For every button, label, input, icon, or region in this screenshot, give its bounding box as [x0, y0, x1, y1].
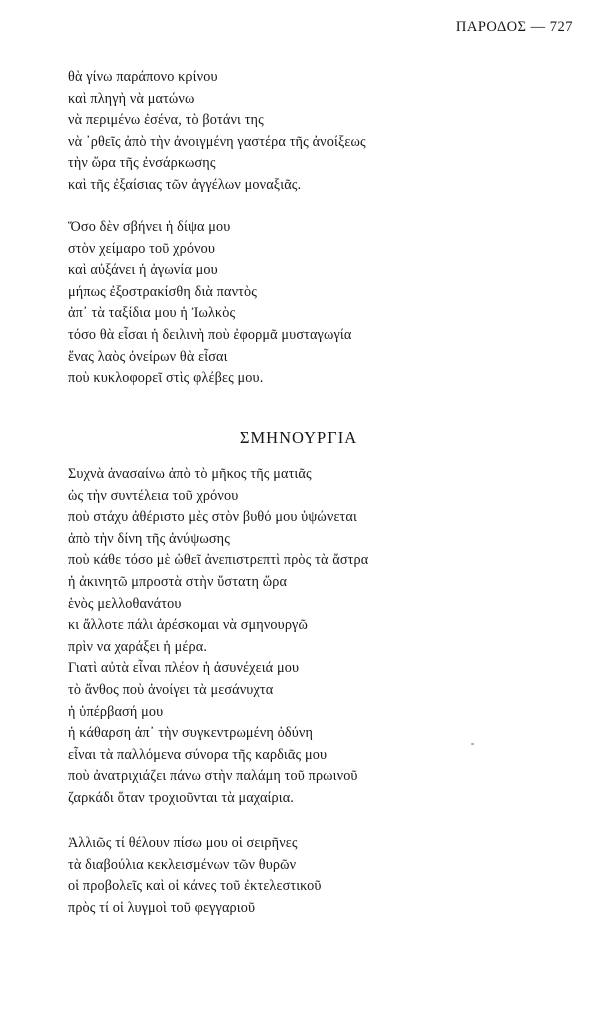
paper-speck [471, 743, 474, 745]
verse-line: νὰ περιμένω ἐσένα, τὸ βοτάνι της [68, 112, 264, 129]
verse-line: οἱ προβολεῖς καὶ οἱ κάνες τοῦ ἐκτελεστικοῦ [68, 878, 322, 895]
verse-line: ἀπ᾽ τὰ ταξίδια μου ἡ Ἰωλκὸς [68, 305, 236, 322]
verse-line: εἶναι τὰ παλλόμενα σύνορα τῆς καρδιᾶς μου [68, 746, 328, 763]
verse-line: ἀπὸ τὴν δίνη τῆς ἀνύψωσης [68, 530, 231, 547]
verse-line: τὸ ἄνθος ποὺ ἀνοίγει τὰ μεσάνυχτα [68, 681, 274, 698]
verse-line: ὡς τὴν συντέλεια τοῦ χρόνου [68, 487, 239, 504]
verse-line: καὶ πληγὴ νὰ ματώνω [68, 90, 195, 107]
verse-line: ποὺ ἀνατριχιάζει πάνω στὴν παλάμη τοῦ πρωινοῦ [68, 768, 358, 785]
verse-line: καὶ τῆς ἐξαίσιας τῶν ἀγγέλων μοναξιᾶς. [68, 176, 302, 193]
verse-line: νὰ ᾽ρθεῖς ἀπὸ τὴν ἀνοιγμένη γαστέρα τῆς ἀνοίξεως [68, 133, 366, 150]
verse-line: Ἀλλιῶς τί θέλουν πίσω μου οἱ σειρῆνες [68, 835, 298, 851]
verse-line: καὶ αὐξάνει ἡ ἀγωνία μου [68, 262, 218, 279]
verse-line: τόσο θὰ εἶσαι ἡ δειλινὴ ποὺ ἐφορμᾶ μυσταγωγία [68, 326, 352, 343]
stanza [68, 67, 366, 197]
verse-line: θὰ γίνω παράπονο κρίνου [68, 69, 218, 85]
verse-line: μήπως ἐξοστρακίσθη διὰ παντὸς [68, 283, 258, 300]
verse-line: ποὺ στάχυ ἀθέριστο μὲς στὸν βυθό μου ὑψώνεται [68, 509, 357, 526]
stanza [68, 464, 368, 810]
verse-line: ποὺ κάθε τόσο μὲ ὠθεῖ ἀνεπιστρεπτὶ πρὸς τὰ ἄστρα [68, 552, 369, 569]
verse-line: ἡ κάθαρση ἀπ᾽ τὴν συγκεντρωμένη ὀδύνη [68, 725, 314, 742]
verse-line: ἡ ἀκινητῶ μπροστὰ στὴν ὕστατη ὥρα [68, 573, 288, 590]
verse-line: στὸν χείμαρο τοῦ χρόνου [68, 240, 216, 257]
verse-line: Συχνὰ ἀνασαίνω ἀπὸ τὸ μῆκος τῆς ματιᾶς [68, 466, 312, 482]
verse-line: πρὸς τί οἱ λυγμοὶ τοῦ φεγγαριοῦ [68, 899, 256, 916]
verse-line: κι ἄλλοτε πάλι ἀρέσκομαι νὰ σμηνουργῶ [68, 617, 308, 634]
verse-line: ἑνὸς μελλοθανάτου [68, 595, 182, 612]
verse-line: Γιατὶ αὐτὰ εἶναι πλέον ἡ ἀσυνέχειά μου [68, 660, 300, 677]
verse-line: Ὅσο δὲν σβήνει ἡ δίψα μου [68, 219, 231, 235]
running-head: ΠΑΡΟΔΟΣ — 727 [455, 19, 573, 35]
verse-line: ἡ ὑπέρβασή μου [68, 703, 164, 720]
verse-line: ἕνας λαὸς ὀνείρων θὰ εἶσαι [68, 348, 228, 365]
stanza [68, 833, 322, 919]
verse-line: τὴν ὥρα τῆς ἐνσάρκωσης [68, 155, 216, 172]
stanza [68, 217, 351, 390]
poem-title: ΣΜΗΝΟΥΡΓΙΑ [239, 428, 358, 447]
verse-line: πρὶν να χαράξει ἡ μέρα. [68, 638, 208, 655]
verse-line: ποὺ κυκλοφορεῖ στὶς φλέβες μου. [68, 370, 264, 387]
verse-line: τὰ διαβούλια κεκλεισμένων τῶν θυρῶν [68, 856, 297, 873]
verse-line: ζαρκάδι ὅταν τροχιοῦνται τὰ μαχαίρια. [68, 789, 294, 806]
